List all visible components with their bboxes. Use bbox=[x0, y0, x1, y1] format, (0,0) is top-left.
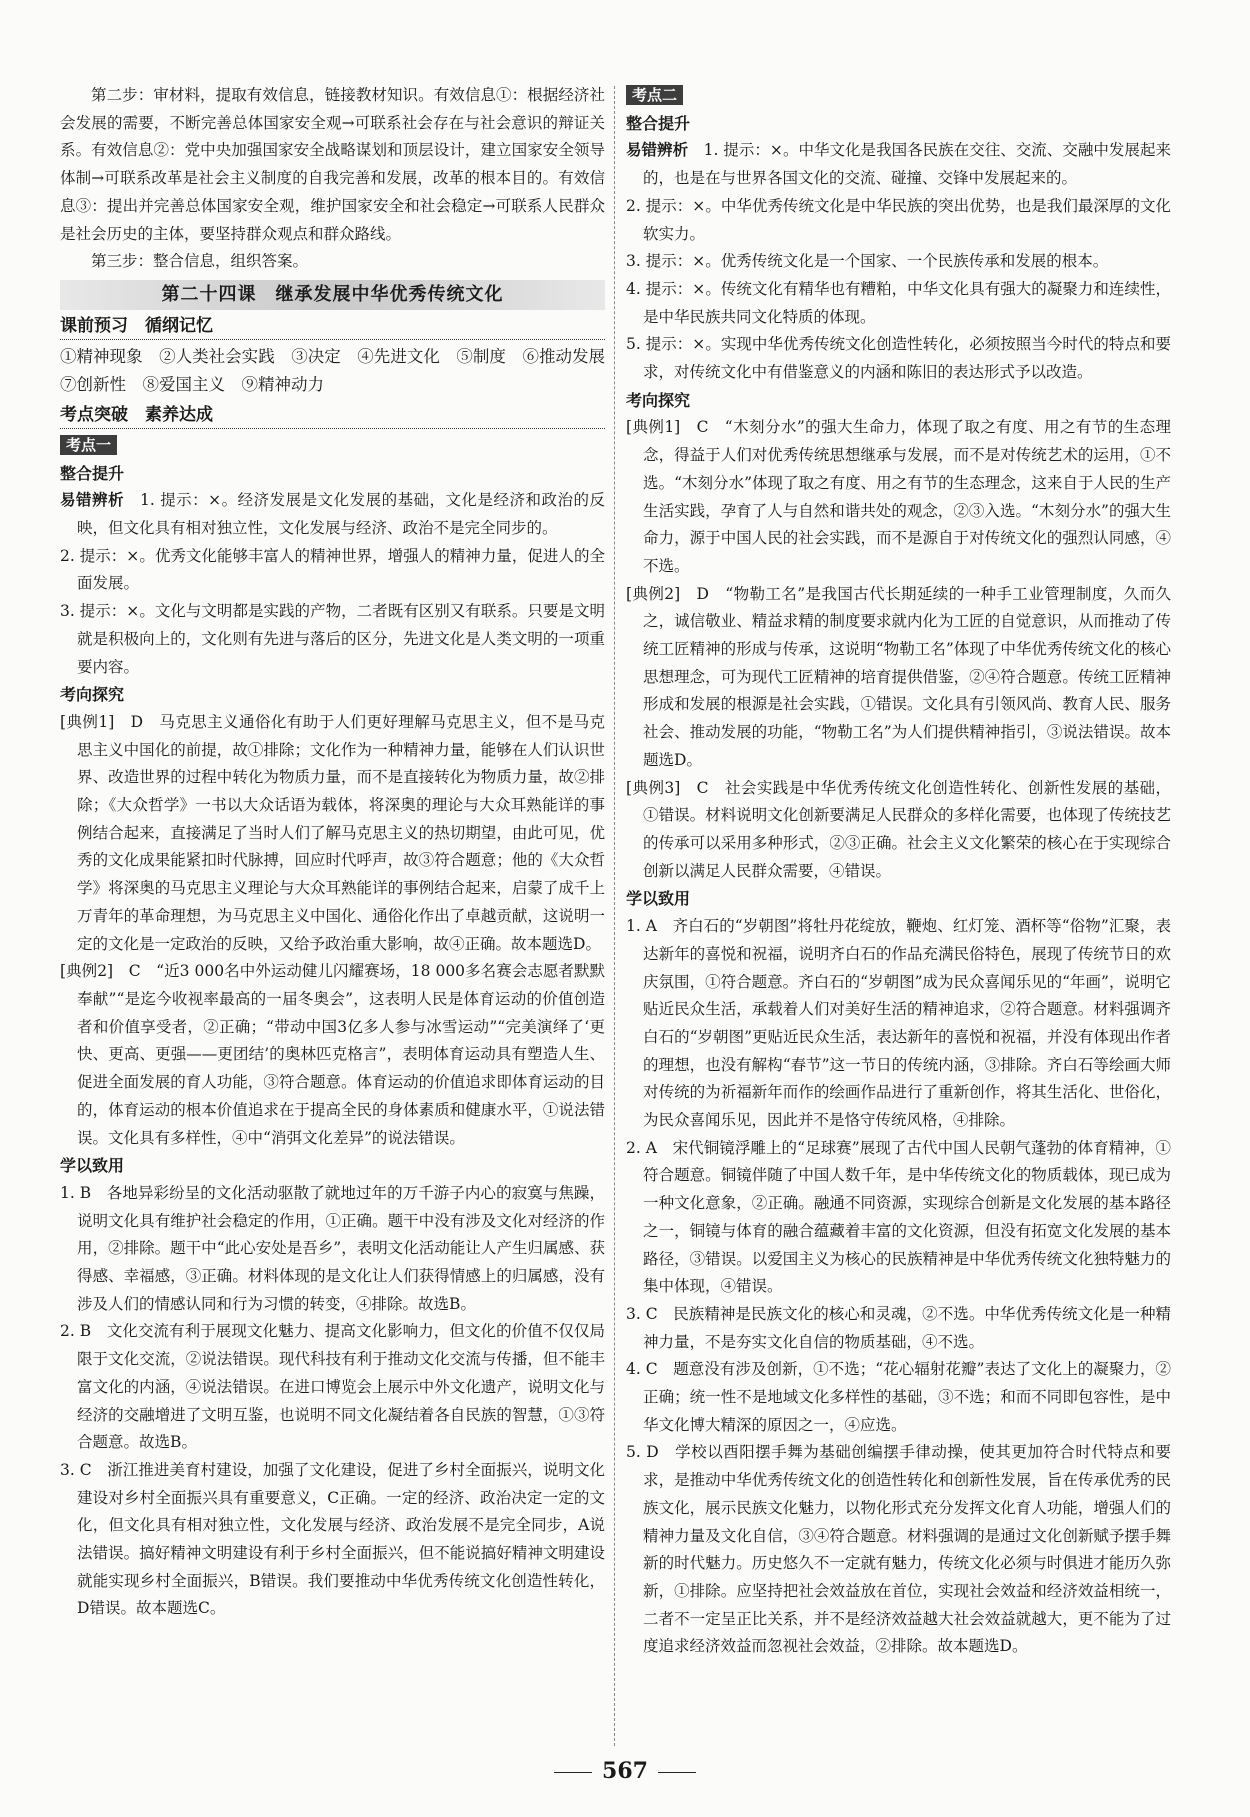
apply-item: 3. C 浙江推进美育村建设，加强了文化建设，促进了乡村全面振兴，说明文化建设对乡村全面振兴具有重要意义，C正确。一定的经济、政治决定一定的文化，但文化具有相对独立性，文化发展与经济、政治发展不是完全同步，A说法错误。搞好精神文明建设有利于乡村全面振兴，但不能说搞好精神文明建设就能实现乡村全面振兴，B错误。我们要推动中华优秀传统文化创造性转化，D错误。故本题选C。 bbox=[60, 1460, 605, 1618]
point-one-tag: 考点一 bbox=[60, 435, 117, 455]
apply-item: 2. A 宋代铜镜浮雕上的“足球赛”展现了古代中国人民朝气蓬勃的体育精神，①符合题意。铜镜伴随了中国人数千年，是中华传统文化的物质载体，现已成为一种文化意象，②正确。融通不同资源，实现综合创新是文化发展的基本路径之一，铜镜与体育的融合蕴藏着丰富的文化资源，但没有拓宽文化发展的基本路径，③错误。以爱国主义为核心的民族精神是中华优秀传统文化独特魅力的集中体现，④错误。 bbox=[626, 1138, 1171, 1296]
apply-item: 5. D 学校以酉阳摆手舞为基础创编摆手律动操，使其更加符合时代特点和要求，是推动中华优秀传统文化的创造性转化和创新性发展，旨在传承优秀的民族文化，展示民族文化魅力，以物化形式充分发挥文化育人功能，增强人们的精神力量及文化自信，③④符合题意。材料强调的是通过文化创新赋予摆手舞新的时代魅力。历史悠久不一定就有魅力，传统文化必须与时俱进才能历久弥新，①排除。应坚持把社会效益放在首位，实现社会效益和经济效益相统一，二者不一定呈正比关系，并不是经济效益越大社会效益就越大，更不能为了过度追求经济效益而忽视社会效益，②排除。故本题选D。 bbox=[626, 1443, 1171, 1656]
integrate-heading: 整合提升 bbox=[626, 113, 691, 133]
breakthrough-heading: 考点突破 素养达成 bbox=[60, 402, 605, 429]
apply-item: 3. C 民族精神是民族文化的核心和灵魂，②不选。中华优秀传统文化是一种精神力量，不是夯实文化自信的物质基础，④不选。 bbox=[626, 1304, 1171, 1351]
apply-heading: 学以致用 bbox=[60, 1156, 125, 1176]
example-item: [典例3] C 社会实践是中华优秀传统文化创造性转化、创新性发展的基础，①错误。材料说明文化创新要满足人民群众的多样化需要，也体现了传统技艺的传承可以采用多种形式，②③正确。社会主义文化繁荣的核心在于实现综合创新以满足人民群众需要，④错误。 bbox=[626, 778, 1171, 880]
apply-heading: 学以致用 bbox=[626, 889, 691, 909]
step-three-paragraph: 第三步：整合信息，组织答案。 bbox=[91, 252, 309, 271]
yicuo-label: 易错辨析 bbox=[60, 491, 124, 510]
yicuo-label: 易错辨析 bbox=[626, 141, 689, 160]
page-number-text: 567 bbox=[602, 1758, 648, 1784]
example-item: [典例2] C “近3 000名中外运动健儿闪耀赛场，18 000多名赛会志愿者默默奉献”“是迄今收视率最高的一届冬奥会”，这表明人民是体育运动的价值创造者和价值享受者，②正确；“带动中国3亿多人参与冰雪运动”“完美演绎了‘更快、更高、更强——更团结’的奥林匹克格言”，表明体育运动具有塑造人生、促进全面发展的育人功能，③符合题意。体育运动的价值追求即体育运动的目的，体育运动的根本价值追求在于提高全民的身体素质和健康水平，①说法错误。文化具有多样性，④中“消弭文化差异”的说法错误。 bbox=[60, 962, 605, 1147]
explore-heading: 考向探究 bbox=[626, 390, 691, 410]
step-two-paragraph: 第二步：审材料，提取有效信息，链接教材知识。有效信息①：根据经济社会发展的需要，不断完善总体国家安全观→可联系社会存在与社会意识的辩证关系。有效信息②：党中央加强国家安全战略谋划和顶层设计，建立国家安全领导体制→可联系改革是社会主义制度的自我完善和发展，改革的根本目的。有效信息③：提出并完善总体国家安全观，维护国家安全和社会稳定→可联系人民群众是社会历史的主体，要坚持群众观点和群众路线。 bbox=[60, 86, 605, 243]
page-number-dash-right bbox=[658, 1772, 696, 1773]
yicuo-item: 易错辨析 1. 提示：×。经济发展是文化发展的基础，文化是经济和政治的反映，但文化具有相对独立性，文化发展与经济、政治不是完全同步的。 bbox=[60, 491, 605, 538]
yicuo-item: 易错辨析 1. 提示：×。中华文化是我国各民族在交往、交流、交融中发展起来的，也是在与世界各国文化的交流、碰撞、交锋中发展起来的。 bbox=[626, 141, 1171, 188]
preview-heading: 课前预习 循纲记忆 bbox=[60, 313, 605, 340]
apply-item: 1. B 各地异彩纷呈的文化活动驱散了就地过年的万千游子内心的寂寞与焦躁，说明文化具有维护社会稳定的作用，①正确。题干中没有涉及文化对经济的作用，②排除。题干中“此心安处是吾乡”，表明文化活动能让人产生归属感、获得感、幸福感，③正确。材料体现的是文化让人们获得情感上的归属感，没有涉及人们的情感认同和行为习惯的转变，④排除。故选B。 bbox=[60, 1183, 605, 1313]
yicuo-item: 4. 提示：×。传统文化有精华也有糟粕，中华文化具有强大的凝聚力和连续性，是中华民族共同文化特质的体现。 bbox=[626, 279, 1171, 326]
page-number-dash-left bbox=[554, 1772, 592, 1773]
preview-items: ①精神现象 ②人类社会实践 ③决定 ④先进文化 ⑤制度 ⑥推动发展 ⑦创新性 ⑧爱国主义 ⑨精神动力 bbox=[60, 346, 622, 394]
right-column bbox=[626, 82, 1171, 1727]
left-column bbox=[60, 82, 622, 1727]
integrate-heading: 整合提升 bbox=[60, 463, 125, 483]
apply-item: 4. C 题意没有涉及创新，①不选；“花心辐射花瓣”表达了文化上的凝聚力，②正确；统一性不是地域文化多样性的基础，③不选；和而不同即包容性，是中华文化博大精深的原因之一，④应选。 bbox=[626, 1360, 1171, 1434]
apply-item: 2. B 文化交流有利于展现文化魅力、提高文化影响力，但文化的价值不仅仅局限于文化交流，②说法错误。现代科技有利于推动文化交流与传播，但不能丰富文化的内涵，④说法错误。在进口博览会上展示中外文化遗产，说明文化与经济的交融增进了文明互鉴，也说明不同文化凝结着各自民族的智慧，①③符合题意。故选B。 bbox=[60, 1322, 605, 1452]
page-number bbox=[0, 1758, 1250, 1784]
yicuo-item: 3. 提示：×。文化与文明都是实践的产物，二者既有区别又有联系。只要是文明就是积极向上的，文化则有先进与落后的区分，先进文化是人类文明的一项重要内容。 bbox=[60, 602, 605, 676]
lesson-title: 第二十四课 继承发展中华优秀传统文化 bbox=[60, 280, 605, 310]
point-two-tag: 考点二 bbox=[626, 85, 683, 105]
apply-item: 1. A 齐白石的“岁朝图”将牡丹花绽放，鞭炮、红灯笼、酒杯等“俗物”汇聚，表达新年的喜悦和祝福，说明齐白石的作品充满民俗特色，展现了传统节日的欢庆氛围，①符合题意。齐白石的“岁朝图”成为民众喜闻乐见的“年画”，说明它贴近民众生活，承载着人们对美好生活的精神追求，②符合题意。材料强调齐白石的“岁朝图”更贴近民众生活，表达新年的喜悦和祝福，并没有体现出作者的理想，也没有解构“春节”这一节日的传统内涵，③排除。齐白石等绘画大师对传统的为祈福新年而作的绘画作品进行了重新创作，将其生活化、世俗化，为民众喜闻乐见，因此并不是恪守传统风格，④排除。 bbox=[626, 917, 1171, 1130]
example-item: [典例2] D “物勒工名”是我国古代长期延续的一种手工业管理制度，久而久之，诚信敬业、精益求精的制度要求就内化为工匠的自觉意识，从而推动了传统工匠精神的形成与传承，这说明“物勒工名”体现了中华优秀传统文化的核心思想理念，可为现代工匠精神的培育提供借鉴，②④符合题意。传统工匠精神形成和发展的根源是社会实践，①错误。文化具有引领风尚、教育人民、服务社会、推动发展的功能，“物勒工名”为人们提供精神指引，③说法错误。故本题选D。 bbox=[626, 584, 1171, 769]
yicuo-item: 2. 提示：×。优秀文化能够丰富人的精神世界，增强人的精神力量，促进人的全面发展。 bbox=[60, 546, 605, 593]
yicuo-item: 3. 提示：×。优秀传统文化是一个国家、一个民族传承和发展的根本。 bbox=[626, 252, 1109, 271]
yicuo-item: 2. 提示：×。中华优秀传统文化是中华民族的突出优势，也是我们最深厚的文化软实力。 bbox=[626, 196, 1171, 243]
column-divider bbox=[614, 86, 615, 1746]
yicuo-item: 5. 提示：×。实现中华优秀传统文化创造性转化，必须按照当今时代的特点和要求，对传统文化中有借鉴意义的内涵和陈旧的表达形式予以改造。 bbox=[626, 335, 1171, 382]
example-item: [典例1] D 马克思主义通俗化有助于人们更好理解马克思主义，但不是马克思主义中国化的前提，故①排除；文化作为一种精神力量，能够在人们认识世界、改造世界的过程中转化为物质力量，而不是直接转化为物质力量，故②排除；《大众哲学》一书以大众话语为载体，将深奥的理论与大众耳熟能详的事例结合起来，直接满足了当时人们了解马克思主义的热切期望，由此可见，优秀的文化成果能紧扣时代脉搏，回应时代呼声，故③符合题意；他的《大众哲学》将深奥的马克思主义理论与大众耳熟能详的事例结合起来，启蒙了成千上万青年的革命理想，为马克思主义中国化、通俗化作出了卓越贡献，这说明一定的文化是一定政治的反映，又给予政治重大影响，故④正确。故本题选D。 bbox=[60, 712, 605, 953]
explore-heading: 考向探究 bbox=[60, 685, 125, 705]
example-item: [典例1] C “木刻分水”的强大生命力，体现了取之有度、用之有节的生态理念，得益于人们对优秀传统思想继承与发展，而不是对传统艺术的运用，①不选。“木刻分水”体现了取之有度、用之有节的生态理念，这来自于人民的生产生活实践，孕育了人与自然和谐共处的观念，②③入选。“木刻分水”的强大生命力，源于中国人民的社会实践，而不是源自于对传统文化的强烈认同感，④不选。 bbox=[626, 418, 1171, 575]
